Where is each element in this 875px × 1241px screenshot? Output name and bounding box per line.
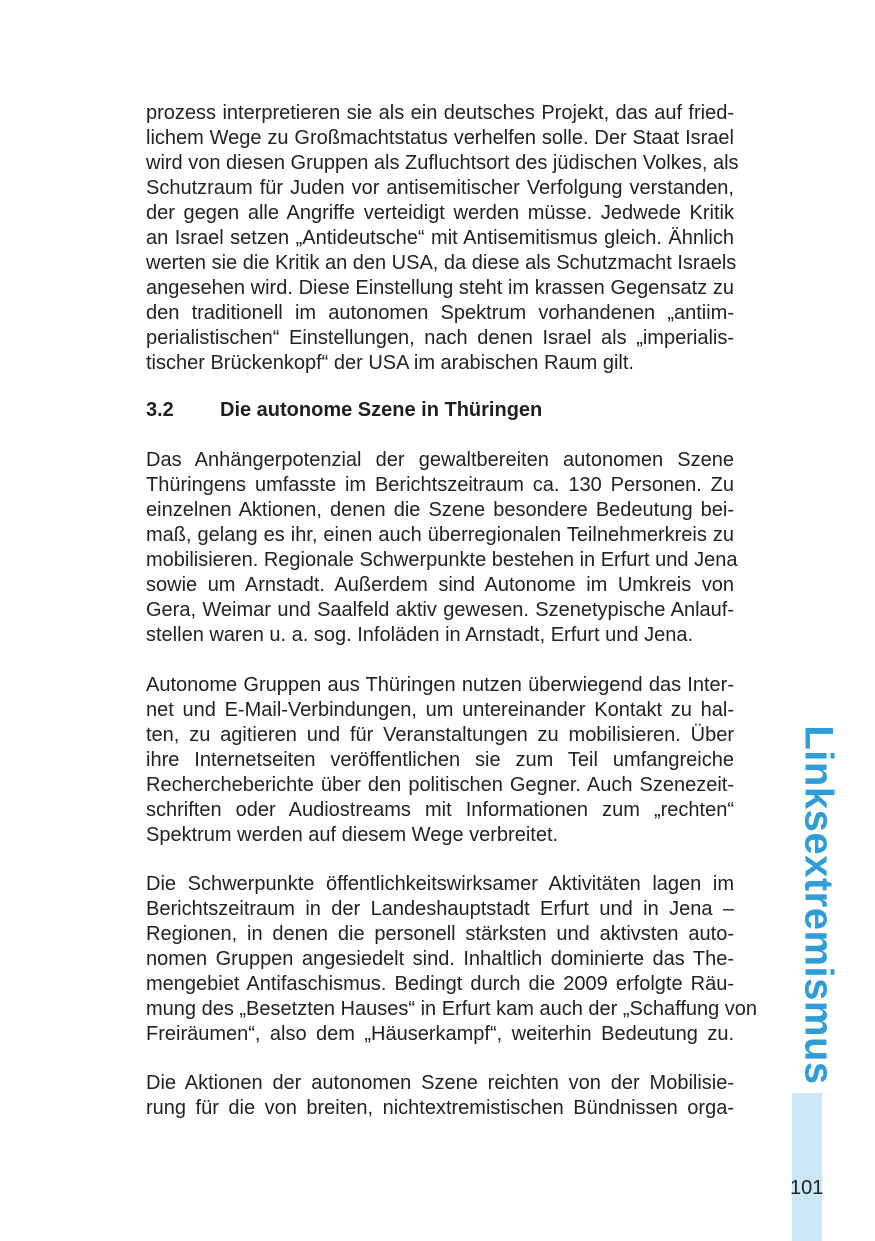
text-line: schriften oder Audiostreams mit Informationen zum „rechten“ — [146, 799, 734, 821]
text-line: Die Schwerpunkte öffentlichkeitswirksamer Aktivitäten lagen im — [146, 873, 734, 895]
paragraph-actions — [146, 1071, 734, 1121]
text-line: Regionen, in denen die personell stärksten und aktivsten auto- — [146, 923, 734, 945]
chapter-side-label: Linksextremismus — [796, 725, 841, 1085]
text-line: wird von diesen Gruppen als Zufluchtsort des jüdischen Volkes, als — [146, 152, 739, 174]
chapter-tab-bar — [792, 1093, 822, 1241]
text-line: nomen Gruppen angesiedelt sind. Inhaltlich dominierte das The- — [146, 948, 734, 970]
text-line: einzelnen Aktionen, denen die Szene besondere Bedeutung bei- — [146, 499, 734, 521]
text-line: der gegen alle Angriffe verteidigt werden müsse. Jedwede Kritik — [146, 202, 734, 224]
page-number: 101 — [790, 1177, 824, 1199]
text-line: Gera, Weimar und Saalfeld aktiv gewesen. Szenetypische Anlauf- — [146, 599, 734, 621]
text-line: Thüringens umfasste im Berichtszeitraum ca. 130 Personen. Zu — [146, 474, 734, 496]
paragraph-internet — [146, 673, 734, 848]
section-number: 3.2 — [146, 399, 174, 421]
text-line: prozess interpretieren sie als ein deutsches Projekt, das auf fried- — [146, 102, 734, 124]
section-heading — [146, 398, 542, 423]
text-line: Freiräumen“, also dem „Häuserkampf“, weiterhin Bedeutung zu. — [146, 1023, 734, 1045]
text-line: ten, zu agitieren und für Veranstaltungen zu mobilisieren. Über — [146, 724, 734, 746]
paragraph-intro — [146, 101, 739, 376]
text-line: mengebiet Antifaschismus. Bedingt durch die 2009 erfolgte Räu- — [146, 973, 734, 995]
text-line: Rechercheberichte über den politischen Gegner. Auch Szenezeit- — [146, 774, 734, 796]
text-line: net und E-Mail-Verbindungen, um untereinander Kontakt zu hal- — [146, 699, 734, 721]
text-line: perialistischen“ Einstellungen, nach denen Israel als „imperialis- — [146, 327, 734, 349]
text-line: an Israel setzen „Antideutsche“ mit Antisemitismus gleich. Ähnlich — [146, 227, 734, 249]
text-line: mobilisieren. Regionale Schwerpunkte bestehen in Erfurt und Jena — [146, 549, 738, 571]
text-line: sowie um Arnstadt. Außerdem sind Autonome im Umkreis von — [146, 574, 734, 596]
text-line: Das Anhängerpotenzial der gewaltbereiten autonomen Szene — [146, 449, 734, 471]
text-line: den traditionell im autonomen Spektrum vorhandenen „antiim- — [146, 302, 734, 324]
text-line: maß, gelang es ihr, einen auch überregionalen Teilnehmerkreis zu — [146, 524, 734, 546]
section-title: Die autonome Szene in Thüringen — [220, 399, 543, 421]
text-line: Berichtszeitraum in der Landeshauptstadt Erfurt und in Jena – — [146, 898, 734, 920]
text-line: mung des „Besetzten Hauses“ in Erfurt kam auch der „Schaffung von — [146, 998, 758, 1020]
text-line: Autonome Gruppen aus Thüringen nutzen überwiegend das Inter- — [146, 674, 734, 696]
paragraph-activities — [146, 872, 758, 1047]
paragraph-potential — [146, 448, 738, 648]
text-line: tischer Brückenkopf“ der USA im arabischen Raum gilt. — [146, 352, 634, 374]
text-line: lichem Wege zu Großmachtstatus verhelfen solle. Der Staat Israel — [146, 127, 734, 149]
text-line: Spektrum werden auf diesem Wege verbreitet. — [146, 824, 559, 846]
text-line: Die Aktionen der autonomen Szene reichten von der Mobilisie- — [146, 1072, 734, 1094]
text-line: werten sie die Kritik an den USA, da diese als Schutzmacht Israels — [146, 252, 737, 274]
text-line: stellen waren u. a. sog. Infoläden in Arnstadt, Erfurt und Jena. — [146, 624, 694, 646]
text-line: ihre Internetseiten veröffentlichen sie zum Teil umfangreiche — [146, 749, 734, 771]
text-line: angesehen wird. Diese Einstellung steht im krassen Gegensatz zu — [146, 277, 734, 299]
text-line: rung für die von breiten, nichtextremistischen Bündnissen orga- — [146, 1097, 734, 1119]
text-line: Schutzraum für Juden vor antisemitischer Verfolgung verstanden, — [146, 177, 734, 199]
